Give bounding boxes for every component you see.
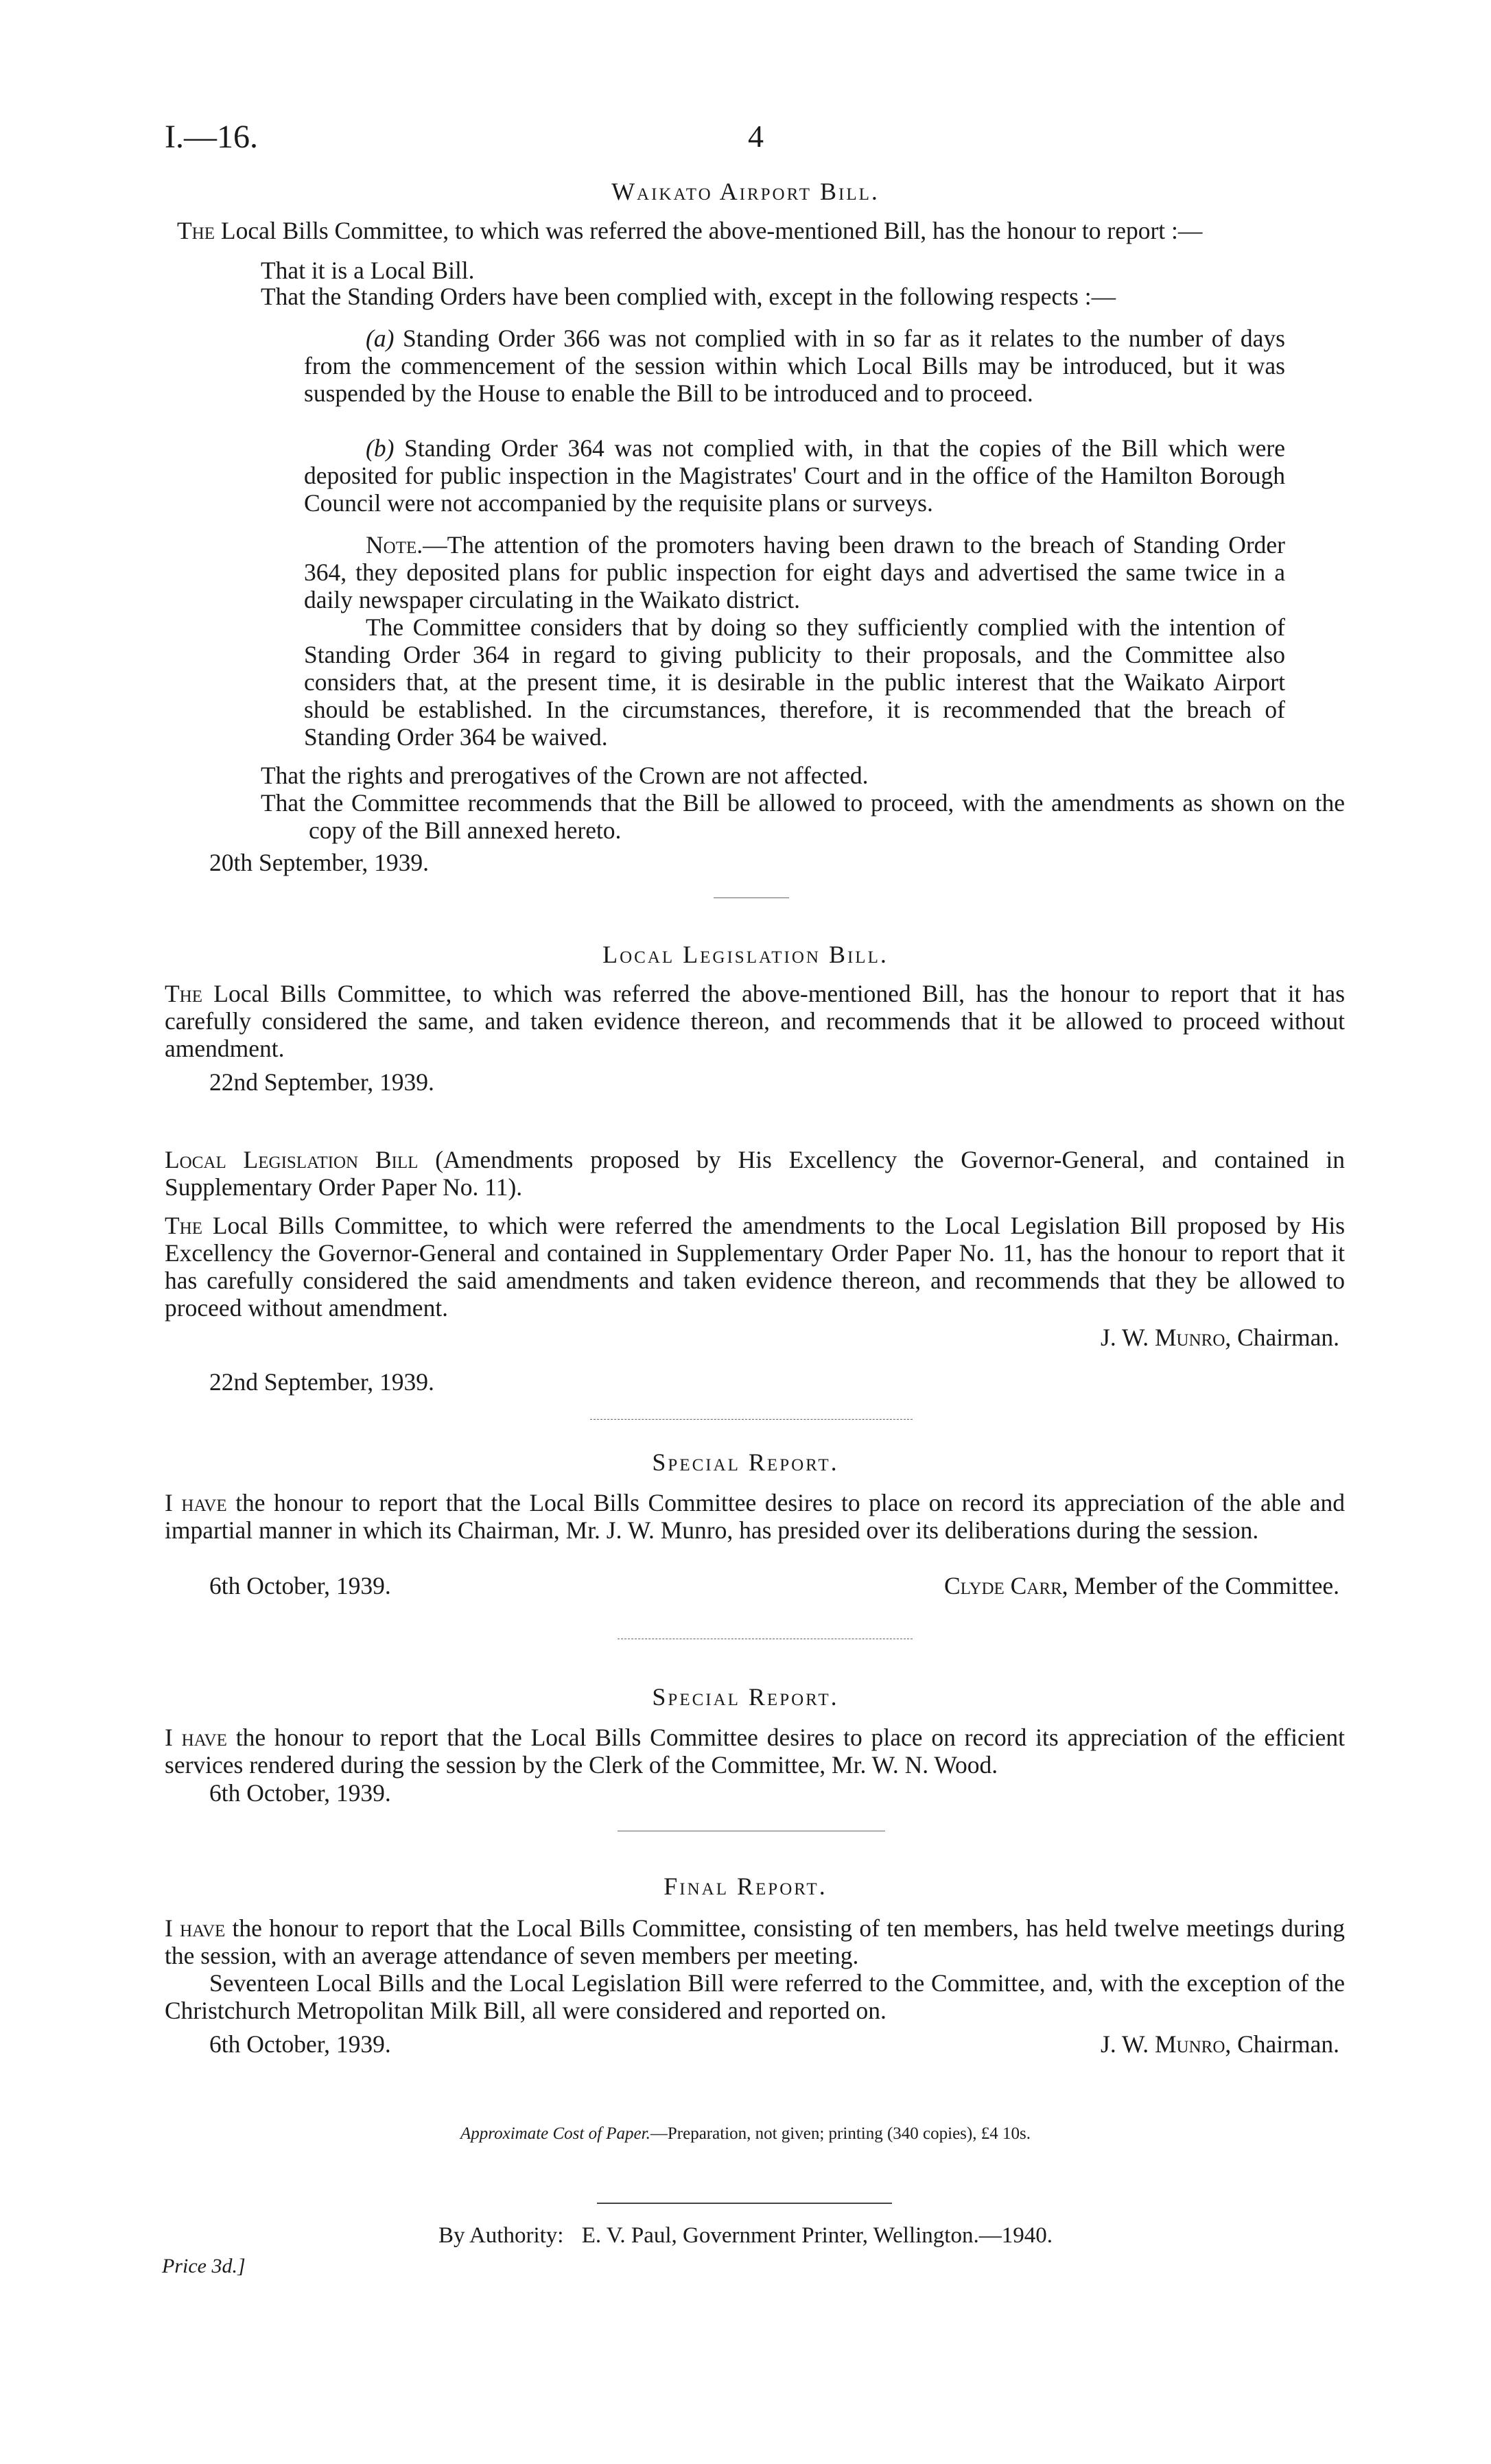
- amendments-date: 22nd September, 1939.: [209, 1368, 434, 1396]
- amendments-title: [165, 1146, 1345, 1201]
- waikato-note-text: —The attention of the promoters having been drawn to the breach of Standing Order 364, they deposited plans for public inspection for eight days and advertised the same twice in a daily newspaper circulating in the Waikato district.: [304, 531, 1285, 613]
- local-legislation-body: [165, 980, 1345, 1062]
- waikato-item-b-label: (b): [366, 434, 395, 462]
- authority-label: By Authority:: [438, 2223, 564, 2248]
- special-report-1-signature-name: Clyde Carr,: [943, 1572, 1068, 1599]
- amendments-text: Local Bills Committee, to which were referred the amendments to the Local Legislation Bill proposed by His Excellency the Governor-General and contained in Supplementary Order Paper No. 11, has the honour to report that it has carefully considered the said amendments and taken evidence thereon, and recommends that they be allowed to proceed without amendment.: [165, 1212, 1346, 1322]
- amendments-title-rest: (Amendments proposed by His Excellency the Governor-General, and contained in Supplementary Order Paper No. 11).: [165, 1146, 1345, 1201]
- final-report-lead: I have: [165, 1914, 226, 1942]
- waikato-intro: [177, 217, 1343, 244]
- special-report-2-heading: Special Report.: [652, 1683, 839, 1711]
- waikato-item-a-text: Standing Order 366 was not complied with in so far as it relates to the number of days from the commencement of the session within which Local Bills may be introduced, but it was suspended by the House to enable the Bill to be introduced and to proceed.: [304, 325, 1285, 407]
- cost-line: [0, 2124, 1491, 2144]
- special-report-2-body: [165, 1724, 1345, 1779]
- special-report-1-body: [165, 1489, 1345, 1544]
- price: Price 3d.]: [162, 2255, 246, 2277]
- waikato-item-b: [242, 434, 1285, 517]
- waikato-note-label: Note.: [366, 531, 423, 559]
- waikato-recommends: That the Committee recommends that the Bill be allowed to proceed, with the amendments as shown on the copy of the Bill annexed hereto.: [261, 789, 1345, 844]
- local-legislation-heading: Local Legislation Bill.: [602, 941, 889, 968]
- cost-label: Approximate Cost of Paper.: [460, 2124, 650, 2143]
- amendments-title-lead: Local Legislation Bill: [165, 1146, 419, 1173]
- final-report-text: the honour to report that the Local Bills Committee, consisting of ten members, has held twelve meetings during the session, with an average attendance of seven members per meeting.: [165, 1914, 1345, 1969]
- final-report-signature: [823, 2030, 1339, 2058]
- divider-2: [590, 1419, 913, 1420]
- page-number: 4: [748, 119, 764, 154]
- waikato-local-bill: That it is a Local Bill.: [261, 257, 475, 284]
- special-report-2-lead: I have: [165, 1724, 227, 1751]
- waikato-item-a: [242, 325, 1285, 407]
- final-report-heading: Final Report.: [664, 1873, 827, 1900]
- cost-text: —Preparation, not given; printing (340 copies), £4 10s.: [650, 2124, 1031, 2143]
- waikato-date: 20th September, 1939.: [209, 849, 430, 876]
- local-legislation-date: 22nd September, 1939.: [209, 1068, 434, 1096]
- final-report-signature-name: J. W. Munro,: [1101, 2030, 1232, 2058]
- waikato-item-b-text: Standing Order 364 was not complied with, in that the copies of the Bill which were deposited for public inspection in the Magistrates' Court and in the office of the Hamilton Borough Council were not accompanied by the requisite plans or surveys.: [304, 434, 1285, 517]
- special-report-1-date: 6th October, 1939.: [209, 1572, 391, 1599]
- waikato-intro-lead: The: [177, 217, 215, 244]
- final-report-date: 6th October, 1939.: [209, 2030, 391, 2058]
- authority-rule: [597, 2203, 892, 2204]
- amendments-body: [165, 1212, 1345, 1322]
- authority-text: E. V. Paul, Government Printer, Wellington.—1940.: [581, 2223, 1053, 2248]
- waikato-note: [242, 531, 1285, 613]
- waikato-crown: That the rights and prerogatives of the Crown are not affected.: [261, 762, 869, 789]
- local-legislation-lead: The: [165, 980, 203, 1007]
- waikato-intro-text: Local Bills Committee, to which was referred the above-mentioned Bill, has the honour to report :—: [220, 217, 1203, 244]
- special-report-1-text: the honour to report that the Local Bills Committee desires to place on record its appreciation of the able and impartial manner in which its Chairman, Mr. J. W. Munro, has presided over its deliberations during the session.: [165, 1489, 1346, 1544]
- amendments-lead: The: [165, 1212, 203, 1239]
- special-report-2-date: 6th October, 1939.: [209, 1779, 391, 1807]
- amendments-signature-role: Chairman.: [1237, 1324, 1339, 1351]
- special-report-1-signature: [755, 1571, 1339, 1600]
- final-report-signature-role: Chairman.: [1237, 2030, 1339, 2058]
- waikato-heading: Waikato Airport Bill.: [611, 178, 880, 205]
- final-report-body: [165, 1914, 1345, 1969]
- final-report-body-2: Seventeen Local Bills and the Local Legislation Bill were referred to the Committee, and, with the exception of the Christchurch Metropolitan Milk Bill, all were considered and reported on.: [165, 1969, 1345, 2024]
- authority-line: [0, 2223, 1491, 2249]
- waikato-committee-considers: The Committee considers that by doing so they sufficiently complied with the intention of Standing Order 364 in regard to giving publicity to their proposals, and the Committee also considers that, at the present time, it is desirable in the public interest that the Waikato Airport should be established. In the circumstances, therefore, it is recommended that the breach of Standing Order 364 be waived.: [304, 613, 1285, 751]
- special-report-2-text: the honour to report that the Local Bills Committee desires to place on record its appreciation of the efficient services rendered during the session by the Clerk of the Committee, Mr. W. N. Wood.: [165, 1724, 1345, 1779]
- special-report-1-heading: Special Report.: [652, 1448, 839, 1476]
- local-legislation-text: Local Bills Committee, to which was referred the above-mentioned Bill, has the honour to report that it has carefully considered the same, and taken evidence thereon, and recommends that it be allowed to proceed without amendment.: [165, 980, 1346, 1062]
- amendments-signature: [823, 1323, 1339, 1352]
- waikato-standing-orders: That the Standing Orders have been complied with, except in the following respects :—: [261, 283, 1116, 310]
- waikato-item-a-label: (a): [366, 325, 395, 352]
- special-report-1-signature-role: Member of the Committee.: [1074, 1572, 1339, 1599]
- page-ref: I.—16.: [165, 119, 258, 155]
- special-report-1-lead: I have: [165, 1489, 227, 1516]
- divider-1: [714, 897, 789, 898]
- amendments-signature-name: J. W. Munro,: [1101, 1324, 1232, 1351]
